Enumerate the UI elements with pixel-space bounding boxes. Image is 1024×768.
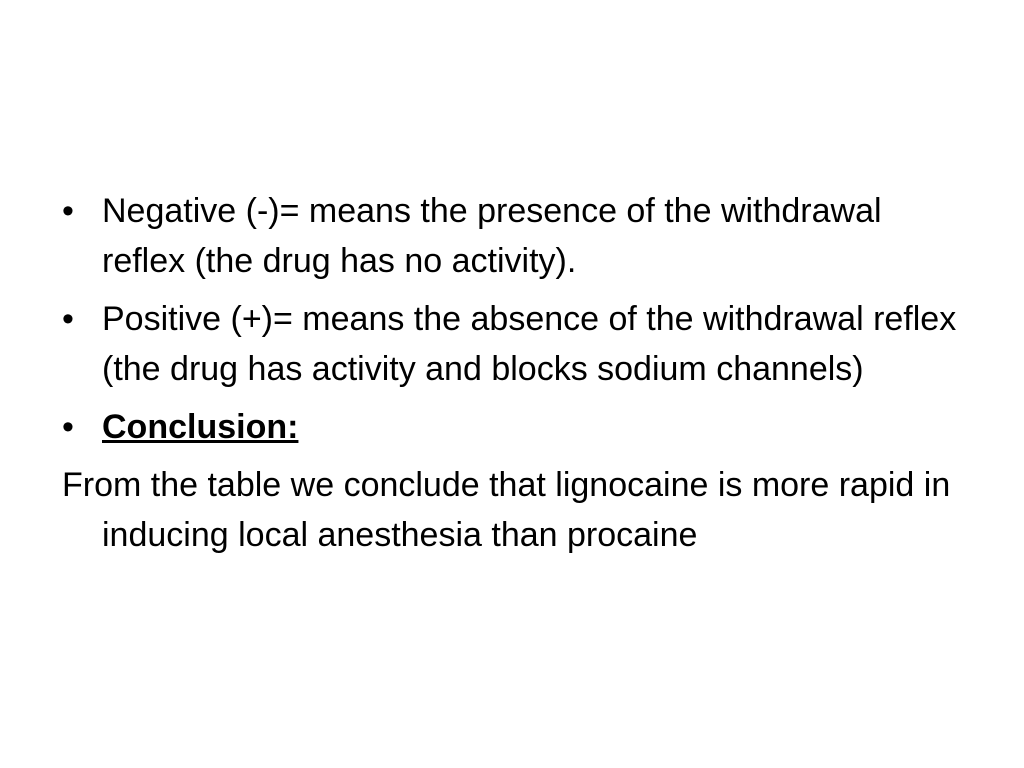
bullet-icon: • — [62, 408, 74, 446]
conclusion-heading: Conclusion: — [102, 408, 299, 446]
conclusion-paragraph: From the table we conclude that lignocaine is more rapid in inducing local anesthesia than procaine — [62, 466, 951, 554]
bullet-positive — [62, 294, 962, 394]
bullet-conclusion — [62, 402, 962, 452]
bullet-icon: • — [62, 192, 74, 230]
bullet-positive-text: Positive (+)= means the absence of the withdrawal reflex (the drug has activity and blocks sodium channels) — [102, 300, 957, 388]
bullet-icon: • — [62, 300, 74, 338]
slide-body — [62, 186, 962, 560]
bullet-negative — [62, 186, 962, 286]
bullet-negative-text: Negative (-)= means the presence of the withdrawal reflex (the drug has no activity). — [102, 192, 882, 280]
